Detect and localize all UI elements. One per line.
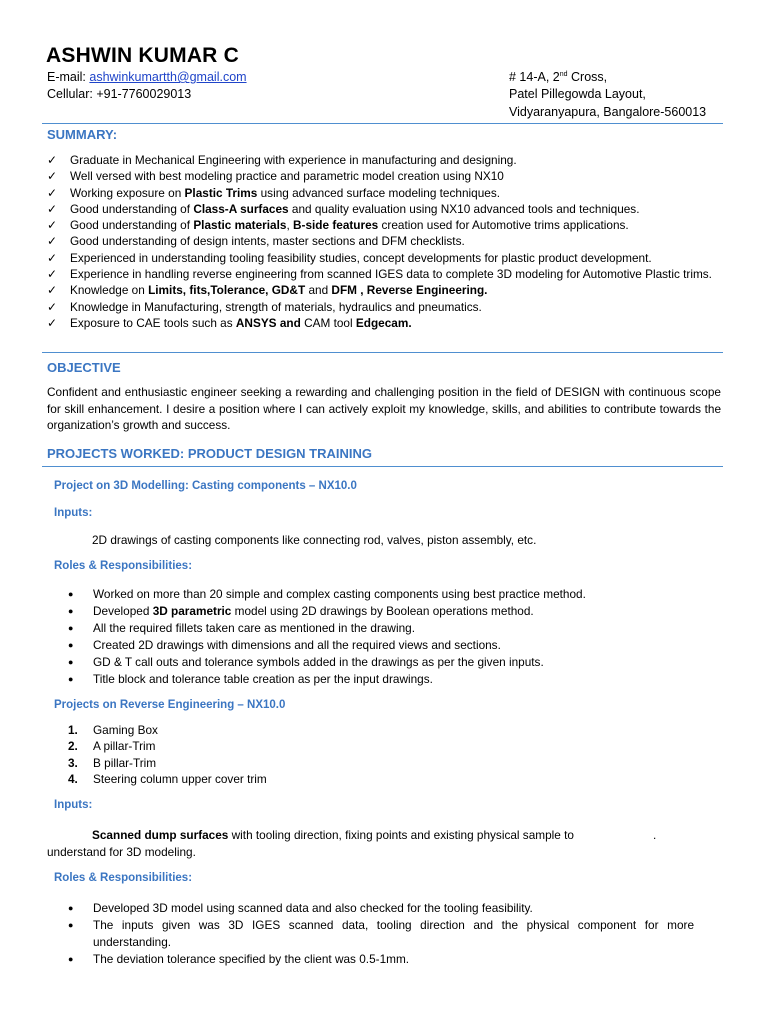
bullet-icon: ● (68, 920, 74, 930)
reverse-roles-list (68, 900, 694, 968)
casting-roles-list (68, 586, 728, 688)
list-item: ● GD & T call outs and tolerance symbols added in the drawings as per the given inputs. (68, 655, 544, 669)
bullet-icon: ● (68, 623, 74, 633)
reverse-inputs-dot: . (653, 828, 657, 842)
list-item: ● Title block and tolerance table creation as per the input drawings. (68, 672, 433, 686)
email-label: E-mail: (47, 70, 90, 84)
list-item: 2. A pillar-Trim (68, 739, 156, 754)
address-line-2: Patel Pillegowda Layout, (509, 87, 646, 101)
projects-heading: PROJECTS WORKED: PRODUCT DESIGN TRAINING (47, 446, 373, 461)
section-divider (42, 466, 723, 467)
check-icon: ✓ (47, 169, 57, 184)
summary-item: ✓ Knowledge on Limits, fits,Tolerance, GD&T and DFM , Reverse Engineering. (47, 283, 488, 298)
list-item: 3. B pillar-Trim (68, 755, 157, 770)
bullet-icon: ● (68, 606, 74, 616)
summary-list (47, 152, 727, 331)
address-line-1: # 14-A, 2nd Cross, (509, 70, 608, 84)
reverse-roles-label: Roles & Responsibilities: (54, 872, 193, 884)
check-icon: ✓ (47, 201, 57, 216)
cellular-line: Cellular: +91-7760029013 (47, 87, 192, 101)
casting-inputs-label: Inputs: (54, 507, 93, 519)
list-item: ● Worked on more than 20 simple and complex casting components using best practice method. (68, 587, 586, 601)
email-line (47, 69, 247, 86)
summary-item: ✓ Working exposure on Plastic Trims using advanced surface modeling techniques. (47, 185, 500, 200)
bullet-icon: ● (68, 657, 74, 667)
reverse-project-title: Projects on Reverse Engineering – NX10.0 (54, 699, 286, 711)
candidate-name: ASHWIN KUMAR C (46, 44, 239, 67)
check-icon: ✓ (47, 250, 57, 265)
casting-inputs-text: 2D drawings of casting components like connecting rod, valves, piston assembly, etc. (92, 533, 537, 547)
check-icon: ✓ (47, 283, 57, 298)
summary-item: ✓ Graduate in Mechanical Engineering with experience in manufacturing and designing. (47, 153, 517, 167)
list-item: ● Developed 3D parametric model using 2D drawings by Boolean operations method. (68, 604, 534, 618)
summary-item: ✓ Experienced in understanding tooling feasibility studies, concept developments for plastic product development. (47, 250, 652, 265)
casting-roles-label: Roles & Responsibilities: (54, 560, 193, 572)
objective-heading: OBJECTIVE (47, 360, 121, 375)
section-divider (42, 123, 723, 124)
section-divider (42, 352, 723, 353)
list-item: 1. Gaming Box (68, 723, 158, 737)
address-line-3: Vidyaranyapura, Bangalore-560013 (509, 105, 707, 119)
bullet-icon: ● (68, 589, 74, 599)
check-icon: ✓ (47, 267, 57, 282)
list-item: ● Created 2D drawings with dimensions and all the required views and sections. (68, 638, 501, 652)
list-item: ● All the required fillets taken care as mentioned in the drawing. (68, 621, 415, 635)
summary-item: ✓ Well versed with best modeling practice and parametric model creation using NX10 (47, 169, 504, 184)
list-item: ● Developed 3D model using scanned data and also checked for the tooling feasibility. (68, 901, 533, 915)
summary-item: ✓ Exposure to CAE tools such as ANSYS and CAM tool Edgecam. (47, 315, 412, 330)
check-icon: ✓ (47, 315, 57, 330)
check-icon: ✓ (47, 218, 57, 233)
check-icon: ✓ (47, 153, 57, 167)
summary-heading: SUMMARY: (47, 127, 118, 142)
reverse-inputs-line2: understand for 3D modeling. (47, 845, 196, 859)
reverse-inputs-label: Inputs: (54, 799, 93, 811)
bullet-icon: ● (68, 903, 74, 913)
bullet-icon: ● (68, 954, 74, 964)
casting-project-title: Project on 3D Modelling: Casting components – NX10.0 (54, 480, 357, 492)
summary-item: ✓ Good understanding of design intents, master sections and DFM checklists. (47, 234, 465, 249)
summary-item: ✓ Good understanding of Plastic materials, B-side features creation used for Automotive trims applications. (47, 218, 629, 233)
list-item: 4. Steering column upper cover trim (68, 771, 267, 786)
check-icon: ✓ (47, 234, 57, 249)
bullet-icon: ● (68, 674, 74, 684)
bullet-icon: ● (68, 640, 74, 650)
summary-item: ✓ Good understanding of Class-A surfaces and quality evaluation using NX10 advanced tools and techniques. (47, 201, 640, 216)
list-item: ● The deviation tolerance specified by the client was 0.5-1mm. (68, 952, 410, 966)
check-icon: ✓ (47, 299, 57, 314)
reverse-inputs-text: Scanned dump surfaces with tooling direction, fixing points and existing physical sample to (92, 828, 574, 842)
summary-item: ✓ Experience in handling reverse engineering from scanned IGES data to complete 3D modeling for Automotive Plastic trims. (47, 267, 712, 282)
email-link[interactable]: ashwinkumartth@gmail.com (89, 70, 247, 84)
check-icon: ✓ (47, 185, 57, 200)
list-item: ● The inputs given was 3D IGES scanned data, tooling direction and the physical component for more understanding. (68, 918, 694, 949)
summary-item: ✓ Knowledge in Manufacturing, strength of materials, hydraulics and pneumatics. (47, 299, 482, 314)
reverse-project-list (68, 722, 267, 787)
objective-text: Confident and enthusiastic engineer seeking a rewarding and challenging position in the field of DESIGN with continuous scope for skill enhancement. I desire a position where I can actively exploit my knowledge, skills, and abilities to contribute towards the organization’s growth and success. (47, 385, 721, 432)
